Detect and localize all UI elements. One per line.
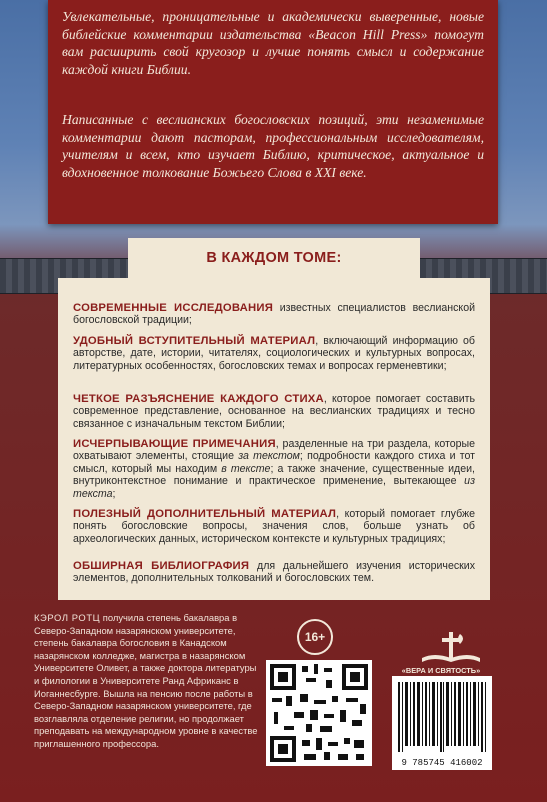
feature-text: ; подробности каждого стиха и тот смысл, который мы находим [73,450,475,475]
feature-item [73,560,475,585]
feature-title: ИСЧЕРПЫВАЮЩИЕ ПРИМЕЧАНИЯ [73,438,276,450]
feature-text: , включающий информацию об авторстве, дате, истории, читателях, социологических и культурных вопросах, литературных особенностях, богословских темах и вопросах герменевтики; [73,335,475,372]
intro-paragraph-1: Увлекательные, проницательные и академически выверенные, новые библейские комментарии издательства «Beacon Hill Press» помогут вам расширить свой кругозор и лучше понять смысл и содержание каждой книги Библии. [62,9,484,78]
author-bio-text: получила степень бакалавра в Северо-Западном назарянском университете, степень бакалавра богословия в Канадском назарянском колледже, магистра в назарянском Университете Оливет, а также доктора литературы и филологии в Университете Ранд Африканс в Иоганнесбурге. Вышла на пенсию после работы в Северо-Западном назарянском университете, где возглавляла отделение религии, но продолжает преподавать на международном уровне в качестве приглашенного профессора. [34,612,258,749]
feature-emphasis: в тексте [221,462,271,475]
qr-code-icon [266,660,372,766]
barcode [392,676,492,770]
publisher-logo-icon [414,628,488,668]
feature-text: ; [112,487,116,500]
feature-item [73,335,475,372]
feature-text: , разделенные на три раздела, которые охватывают элементы, стоящие [73,438,475,463]
feature-title: СОВРЕМЕННЫЕ ИССЛЕДОВАНИЯ [73,302,274,314]
author-name: КЭРОЛ РОТЦ [34,612,101,623]
feature-text: для дальнейшего изучения исторических элементов, дополнительных толкований и богословских тем. [73,560,475,585]
feature-item [73,302,475,327]
feature-title: УДОБНЫЙ ВСТУПИТЕЛЬНЫЙ МАТЕРИАЛ [73,335,316,347]
feature-emphasis: из текста [73,475,475,500]
feature-text: известных специалистов веслианской богословской традиции; [73,302,475,327]
feature-text: , которое помогает составить современное представление, основанное на веслианских традициях и тесно связанное с изначальным текстом Библии; [73,393,475,430]
feature-title: ПОЛЕЗНЫЙ ДОПОЛНИТЕЛЬНЫЙ МАТЕРИАЛ [73,508,337,520]
features-heading: В КАЖДОМ ТОМЕ: [206,250,342,266]
feature-title: ЧЕТКОЕ РАЗЪЯСНЕНИЕ КАЖДОГО СТИХА [73,393,324,405]
isbn-number: 9 785745 416002 [401,758,483,768]
feature-emphasis: за текстом [238,450,300,463]
age-rating-badge: 16+ [297,619,333,655]
author-bio [34,612,262,751]
feature-title: ОБШИРНАЯ БИБЛИОГРАФИЯ [73,560,250,572]
feature-item [73,393,475,430]
barcode-icon [392,676,492,756]
publisher-line-1: «ВЕРА И СВЯТОСТЬ» [401,666,481,675]
features-heading-tab [128,238,420,278]
feature-item [73,438,475,500]
intro-paragraph-2: Написанные с веслианских богословских позиций, эти незаменимые комментарии дают пасторам, профессиональным исследователям, учителям и всем, кто изучает Библию, критическое, актуальное и вдохновенное толкование Божьего Слова в XXI веке. [62,112,484,181]
feature-text: ; а также значение, существенные идеи, внутриконтекстное понимание и практическое применение, вытекающее [73,462,475,488]
feature-text: , который помогает глубже понять богословские вопросы, значения слов, больше узнать об археологических данных, историческом контексте и культурных традициях; [73,508,476,545]
intro-box [48,0,498,224]
features-panel [58,278,490,600]
feature-item [73,508,475,545]
